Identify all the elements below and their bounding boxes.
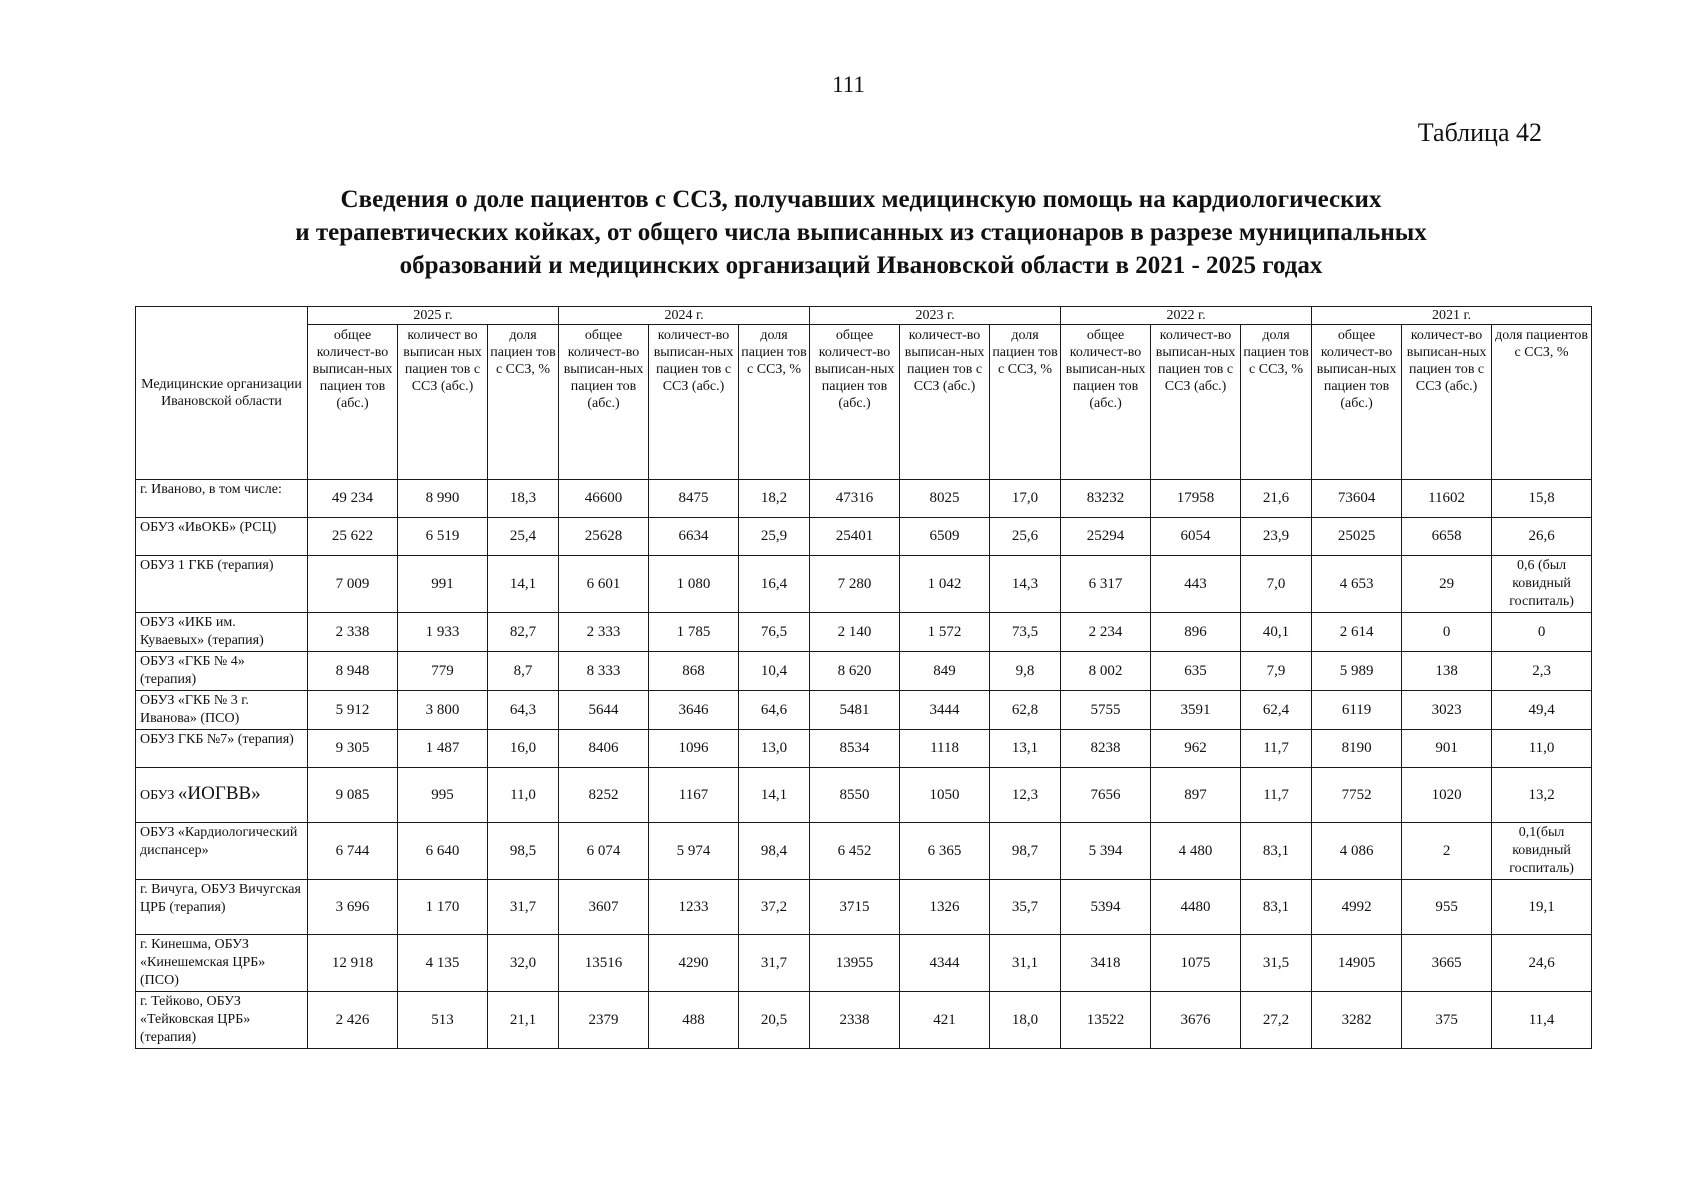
org-name-cell: г. Вичуга, ОБУЗ Вичугская ЦРБ (терапия)	[136, 880, 308, 935]
value-cell: 3607	[559, 880, 649, 935]
value-cell: 1167	[649, 768, 739, 823]
org-name-cell: ОБУЗ «ИКБ им. Куваевых» (терапия)	[136, 613, 308, 652]
value-cell: 13516	[559, 935, 649, 992]
value-cell: 11,7	[1241, 768, 1312, 823]
value-cell: 25 622	[308, 518, 398, 556]
value-cell: 31,7	[488, 880, 559, 935]
value-cell: 2 338	[308, 613, 398, 652]
value-cell: 1 785	[649, 613, 739, 652]
subheader-ssz-share: доля пациен тов с ССЗ, %	[488, 325, 559, 480]
value-cell: 21,6	[1241, 480, 1312, 518]
value-cell: 6054	[1151, 518, 1241, 556]
value-cell: 8550	[810, 768, 900, 823]
value-cell: 779	[398, 652, 488, 691]
value-cell: 11602	[1402, 480, 1492, 518]
value-cell: 0	[1492, 613, 1592, 652]
value-cell: 17958	[1151, 480, 1241, 518]
value-cell: 1075	[1151, 935, 1241, 992]
value-cell: 868	[649, 652, 739, 691]
value-cell: 26,6	[1492, 518, 1592, 556]
table-row	[136, 556, 1592, 613]
value-cell: 6 365	[900, 823, 990, 880]
value-cell: 443	[1151, 556, 1241, 613]
value-cell: 849	[900, 652, 990, 691]
value-cell: 3 800	[398, 691, 488, 730]
value-cell: 25294	[1061, 518, 1151, 556]
org-name-cell: ОБУЗ «ГКБ № 3 г. Иванова» (ПСО)	[136, 691, 308, 730]
value-cell: 17,0	[990, 480, 1061, 518]
value-cell: 25025	[1312, 518, 1402, 556]
value-cell: 16,4	[739, 556, 810, 613]
year-header: 2022 г.	[1061, 307, 1312, 325]
value-cell: 24,6	[1492, 935, 1592, 992]
org-name: «ИОГВВ»	[177, 783, 261, 804]
value-cell: 635	[1151, 652, 1241, 691]
value-cell: 6 601	[559, 556, 649, 613]
value-cell: 11,0	[488, 768, 559, 823]
table-row	[136, 992, 1592, 1049]
value-cell: 4 480	[1151, 823, 1241, 880]
value-cell: 83,1	[1241, 880, 1312, 935]
value-cell: 9 085	[308, 768, 398, 823]
subheader-total: общее количест-во выписан-ных пациен тов (абс.)	[810, 325, 900, 480]
value-cell: 1 572	[900, 613, 990, 652]
value-cell: 31,1	[990, 935, 1061, 992]
value-cell: 13,0	[739, 730, 810, 768]
org-column-header: Медицинские организации Ивановской области	[136, 307, 308, 480]
value-cell: 25,9	[739, 518, 810, 556]
value-cell: 7 009	[308, 556, 398, 613]
table-row	[136, 518, 1592, 556]
value-cell: 4 135	[398, 935, 488, 992]
subheader-ssz-count: количест-во выписан-ных пациен тов с ССЗ (абс.)	[649, 325, 739, 480]
value-cell: 3023	[1402, 691, 1492, 730]
value-cell: 5 989	[1312, 652, 1402, 691]
subheader-ssz-share: доля пациен тов с ССЗ, %	[739, 325, 810, 480]
value-cell: 11,7	[1241, 730, 1312, 768]
value-cell: 13955	[810, 935, 900, 992]
org-name-cell: ОБУЗ «Кардиологический диспансер»	[136, 823, 308, 880]
value-cell: 3418	[1061, 935, 1151, 992]
value-cell: 4 086	[1312, 823, 1402, 880]
subheader-ssz-share: доля пациентов с ССЗ, %	[1492, 325, 1592, 480]
value-cell: 1233	[649, 880, 739, 935]
value-cell: 27,2	[1241, 992, 1312, 1049]
value-cell: 5755	[1061, 691, 1151, 730]
value-cell: 7,0	[1241, 556, 1312, 613]
org-name-cell: ОБУЗ «ГКБ № 4» (терапия)	[136, 652, 308, 691]
value-cell: 2 333	[559, 613, 649, 652]
year-header: 2024 г.	[559, 307, 810, 325]
value-cell: 6 519	[398, 518, 488, 556]
org-name-cell: г. Тейково, ОБУЗ «Тейковская ЦРБ» (терапия)	[136, 992, 308, 1049]
value-cell: 1050	[900, 768, 990, 823]
value-cell: 2338	[810, 992, 900, 1049]
value-cell: 18,0	[990, 992, 1061, 1049]
year-header: 2021 г.	[1312, 307, 1592, 325]
table-header	[136, 307, 1592, 480]
value-cell: 14,1	[488, 556, 559, 613]
value-cell: 1 170	[398, 880, 488, 935]
value-cell: 2 140	[810, 613, 900, 652]
value-cell: 73,5	[990, 613, 1061, 652]
value-cell: 32,0	[488, 935, 559, 992]
value-cell: 5 974	[649, 823, 739, 880]
value-cell: 8238	[1061, 730, 1151, 768]
value-cell: 14,1	[739, 768, 810, 823]
value-cell: 46600	[559, 480, 649, 518]
value-cell: 1118	[900, 730, 990, 768]
org-name-cell: ОБУЗ 1 ГКБ (терапия)	[136, 556, 308, 613]
subheader-total: общее количест-во выписан-ных пациен тов (абс.)	[1061, 325, 1151, 480]
value-cell: 1096	[649, 730, 739, 768]
value-cell: 29	[1402, 556, 1492, 613]
table-row	[136, 730, 1592, 768]
title-line-1: Сведения о доле пациентов с ССЗ, получавших медицинскую помощь на кардиологических	[340, 186, 1382, 213]
value-cell: 2,3	[1492, 652, 1592, 691]
value-cell: 1 080	[649, 556, 739, 613]
value-cell: 14,3	[990, 556, 1061, 613]
value-cell: 64,6	[739, 691, 810, 730]
value-cell: 3282	[1312, 992, 1402, 1049]
value-cell: 23,9	[1241, 518, 1312, 556]
value-cell: 6509	[900, 518, 990, 556]
value-cell: 8534	[810, 730, 900, 768]
value-cell: 2 234	[1061, 613, 1151, 652]
title-line-3: образований и медицинских организаций Ивановской области в 2021 - 2025 годах	[399, 252, 1323, 279]
value-cell: 1 933	[398, 613, 488, 652]
value-cell: 3444	[900, 691, 990, 730]
table-label: Таблица 42	[1417, 118, 1542, 147]
value-cell: 2 614	[1312, 613, 1402, 652]
value-cell: 18,2	[739, 480, 810, 518]
value-cell: 5 912	[308, 691, 398, 730]
year-header-row	[136, 307, 1592, 325]
value-cell: 2	[1402, 823, 1492, 880]
value-cell: 4480	[1151, 880, 1241, 935]
value-cell: 47316	[810, 480, 900, 518]
value-cell: 6658	[1402, 518, 1492, 556]
value-cell: 3715	[810, 880, 900, 935]
value-cell: 375	[1402, 992, 1492, 1049]
table-row	[136, 480, 1592, 518]
value-cell: 7,9	[1241, 652, 1312, 691]
value-cell: 8 948	[308, 652, 398, 691]
value-cell: 31,5	[1241, 935, 1312, 992]
value-cell: 64,3	[488, 691, 559, 730]
value-cell: 25,4	[488, 518, 559, 556]
org-name-cell	[136, 768, 308, 823]
value-cell: 4344	[900, 935, 990, 992]
value-cell: 49 234	[308, 480, 398, 518]
value-cell: 18,3	[488, 480, 559, 518]
value-cell: 6 744	[308, 823, 398, 880]
value-cell: 73604	[1312, 480, 1402, 518]
value-cell: 5394	[1061, 880, 1151, 935]
value-cell: 3646	[649, 691, 739, 730]
value-cell: 991	[398, 556, 488, 613]
value-cell: 9,8	[990, 652, 1061, 691]
table-row	[136, 768, 1592, 823]
value-cell: 5481	[810, 691, 900, 730]
value-cell: 20,5	[739, 992, 810, 1049]
table-row	[136, 823, 1592, 880]
value-cell: 83232	[1061, 480, 1151, 518]
value-cell: 897	[1151, 768, 1241, 823]
value-cell: 11,4	[1492, 992, 1592, 1049]
org-name-prefix: ОБУЗ	[140, 788, 175, 803]
value-cell: 6119	[1312, 691, 1402, 730]
table-row	[136, 613, 1592, 652]
table-row	[136, 652, 1592, 691]
subheader-row	[136, 325, 1592, 480]
value-cell: 62,4	[1241, 691, 1312, 730]
value-cell: 35,7	[990, 880, 1061, 935]
value-cell: 49,4	[1492, 691, 1592, 730]
table-row	[136, 880, 1592, 935]
value-cell: 0,6 (был ковидный госпиталь)	[1492, 556, 1592, 613]
value-cell: 19,1	[1492, 880, 1592, 935]
org-name-cell: г. Кинешма, ОБУЗ «Кинешемская ЦРБ» (ПСО)	[136, 935, 308, 992]
value-cell: 6 074	[559, 823, 649, 880]
value-cell: 7 280	[810, 556, 900, 613]
value-cell: 8 990	[398, 480, 488, 518]
year-header: 2025 г.	[308, 307, 559, 325]
value-cell: 8 620	[810, 652, 900, 691]
value-cell: 896	[1151, 613, 1241, 652]
table-row	[136, 935, 1592, 992]
data-table	[135, 306, 1592, 1049]
value-cell: 1020	[1402, 768, 1492, 823]
table-row	[136, 691, 1592, 730]
value-cell: 4992	[1312, 880, 1402, 935]
value-cell: 6 317	[1061, 556, 1151, 613]
value-cell: 11,0	[1492, 730, 1592, 768]
value-cell: 421	[900, 992, 990, 1049]
value-cell: 15,8	[1492, 480, 1592, 518]
value-cell: 3665	[1402, 935, 1492, 992]
value-cell: 31,7	[739, 935, 810, 992]
value-cell: 3 696	[308, 880, 398, 935]
value-cell: 8 333	[559, 652, 649, 691]
value-cell: 901	[1402, 730, 1492, 768]
year-header: 2023 г.	[810, 307, 1061, 325]
value-cell: 16,0	[488, 730, 559, 768]
value-cell: 3591	[1151, 691, 1241, 730]
value-cell: 6634	[649, 518, 739, 556]
value-cell: 40,1	[1241, 613, 1312, 652]
value-cell: 1326	[900, 880, 990, 935]
value-cell: 3676	[1151, 992, 1241, 1049]
value-cell: 12 918	[308, 935, 398, 992]
value-cell: 7752	[1312, 768, 1402, 823]
value-cell: 5644	[559, 691, 649, 730]
value-cell: 62,8	[990, 691, 1061, 730]
value-cell: 98,7	[990, 823, 1061, 880]
value-cell: 995	[398, 768, 488, 823]
value-cell: 8,7	[488, 652, 559, 691]
title-line-2: и терапевтических койках, от общего числа выписанных из стационаров в разрезе муниципальных	[295, 219, 1427, 246]
subheader-total: общее количест-во выписан-ных пациен тов (абс.)	[308, 325, 398, 480]
value-cell: 955	[1402, 880, 1492, 935]
value-cell: 98,4	[739, 823, 810, 880]
table-title	[120, 183, 1602, 282]
value-cell: 82,7	[488, 613, 559, 652]
value-cell: 21,1	[488, 992, 559, 1049]
value-cell: 12,3	[990, 768, 1061, 823]
value-cell: 25,6	[990, 518, 1061, 556]
subheader-ssz-count: количест-во выписан-ных пациен тов с ССЗ (абс.)	[900, 325, 990, 480]
value-cell: 6 452	[810, 823, 900, 880]
value-cell: 13522	[1061, 992, 1151, 1049]
value-cell: 13,1	[990, 730, 1061, 768]
value-cell: 8190	[1312, 730, 1402, 768]
value-cell: 1 042	[900, 556, 990, 613]
value-cell: 4290	[649, 935, 739, 992]
value-cell: 83,1	[1241, 823, 1312, 880]
subheader-total: общее количест-во выписан-ных пациен тов (абс.)	[559, 325, 649, 480]
value-cell: 98,5	[488, 823, 559, 880]
value-cell: 962	[1151, 730, 1241, 768]
value-cell: 2 426	[308, 992, 398, 1049]
value-cell: 0,1(был ковидный госпиталь)	[1492, 823, 1592, 880]
value-cell: 10,4	[739, 652, 810, 691]
value-cell: 37,2	[739, 880, 810, 935]
value-cell: 8252	[559, 768, 649, 823]
value-cell: 8406	[559, 730, 649, 768]
value-cell: 25401	[810, 518, 900, 556]
org-name-cell: ОБУЗ ГКБ №7» (терапия)	[136, 730, 308, 768]
value-cell: 4 653	[1312, 556, 1402, 613]
value-cell: 1 487	[398, 730, 488, 768]
subheader-ssz-count: количест во выписан ных пациен тов с ССЗ (абс.)	[398, 325, 488, 480]
value-cell: 9 305	[308, 730, 398, 768]
subheader-ssz-count: количест-во выписан-ных пациен тов с ССЗ (абс.)	[1402, 325, 1492, 480]
page-number: 111	[832, 72, 865, 97]
table-body	[136, 480, 1592, 1049]
value-cell: 76,5	[739, 613, 810, 652]
value-cell: 7656	[1061, 768, 1151, 823]
org-name-cell: г. Иваново, в том числе:	[136, 480, 308, 518]
value-cell: 513	[398, 992, 488, 1049]
subheader-ssz-share: доля пациен тов с ССЗ, %	[990, 325, 1061, 480]
subheader-ssz-share: доля пациен тов с ССЗ, %	[1241, 325, 1312, 480]
subheader-total: общее количест-во выписан-ных пациен тов (абс.)	[1312, 325, 1402, 480]
value-cell: 0	[1402, 613, 1492, 652]
value-cell: 14905	[1312, 935, 1402, 992]
value-cell: 488	[649, 992, 739, 1049]
value-cell: 6 640	[398, 823, 488, 880]
value-cell: 138	[1402, 652, 1492, 691]
value-cell: 2379	[559, 992, 649, 1049]
value-cell: 13,2	[1492, 768, 1592, 823]
org-name-cell: ОБУЗ «ИвОКБ» (РСЦ)	[136, 518, 308, 556]
value-cell: 25628	[559, 518, 649, 556]
subheader-ssz-count: количест-во выписан-ных пациен тов с ССЗ (абс.)	[1151, 325, 1241, 480]
value-cell: 8475	[649, 480, 739, 518]
value-cell: 8 002	[1061, 652, 1151, 691]
value-cell: 5 394	[1061, 823, 1151, 880]
value-cell: 8025	[900, 480, 990, 518]
